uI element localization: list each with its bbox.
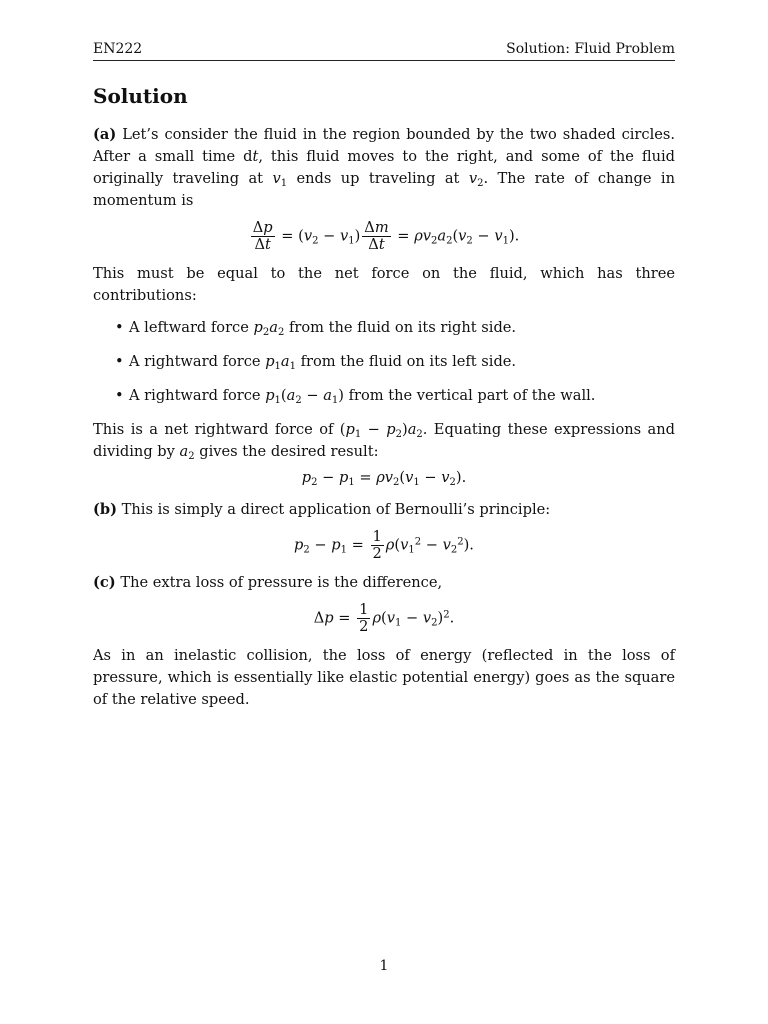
pressure-loss-equation: Δp = $\frac{1}{2}$ $\rho(v_1 - v_2)^2$. <box>313 601 455 635</box>
result-equation: $p_2 - p_1 = \rho v_2(v_1 - v_2)$. <box>301 469 467 488</box>
part-b-paragraph <box>93 499 675 521</box>
part-a-label: (a) <box>93 126 117 143</box>
part-c-label: (c) <box>93 574 116 591</box>
part-a-text1: Let’s consider the fluid in the region bounded by the two shaded circles. After a small time dt, this fluid moves to the right, and some of the fluid originally traveling at $v_1$ ends up traveling at $v_2$. The rate of change in momentum is <box>93 126 676 209</box>
part-a-paragraph <box>93 124 675 212</box>
part-c-paragraph <box>93 572 675 594</box>
part-b-text: This is simply a direct application of Bernoulli’s principle: <box>121 501 551 518</box>
list-item: • A rightward force $p_1(a_2 - a_1)$ from the vertical part of the wall. <box>115 385 675 407</box>
bernoulli-equation: $p_2 - p_1$ = $\frac{1}{2}$ $\rho(v_1^2 - v_2^2)$. <box>294 528 474 562</box>
list-item: • A leftward force $p_2a_2$ from the fluid on its right side. <box>115 317 675 339</box>
page-number: 1 <box>379 958 389 974</box>
header-title: Solution: Fluid Problem <box>506 41 675 57</box>
main-content <box>93 82 675 711</box>
course-code: EN222 <box>93 41 143 57</box>
list-item: • A rightward force $p_1a_1$ from the fluid on its left side. <box>115 351 675 373</box>
part-a-text2: This must be equal to the net force on the fluid, which has three contributions: <box>93 265 675 304</box>
closing-paragraph: As in an inelastic collision, the loss of energy (reflected in the loss of pressure, which is essentially like elastic potential energy) goes as the square of the relative speed. <box>93 647 675 708</box>
part-a-text3: This is a net rightward force of $(p_1 - p_2)a_2$. Equating these expressions and dividing by $a_2$ gives the desired result: <box>93 421 675 462</box>
part-b-label: (b) <box>93 501 118 518</box>
page-header <box>93 40 675 61</box>
force-list <box>93 317 675 407</box>
section-title: Solution <box>93 84 188 108</box>
part-c-text: The extra loss of pressure is the difference, <box>120 574 443 591</box>
momentum-equation: $\frac{\Delta p}{\Delta t}$ = $(v_2 - v_1)$ $\frac{\Delta m}{\Delta t}$ = $\rho v_2a_2(v_2 - v_1)$. <box>252 219 520 253</box>
